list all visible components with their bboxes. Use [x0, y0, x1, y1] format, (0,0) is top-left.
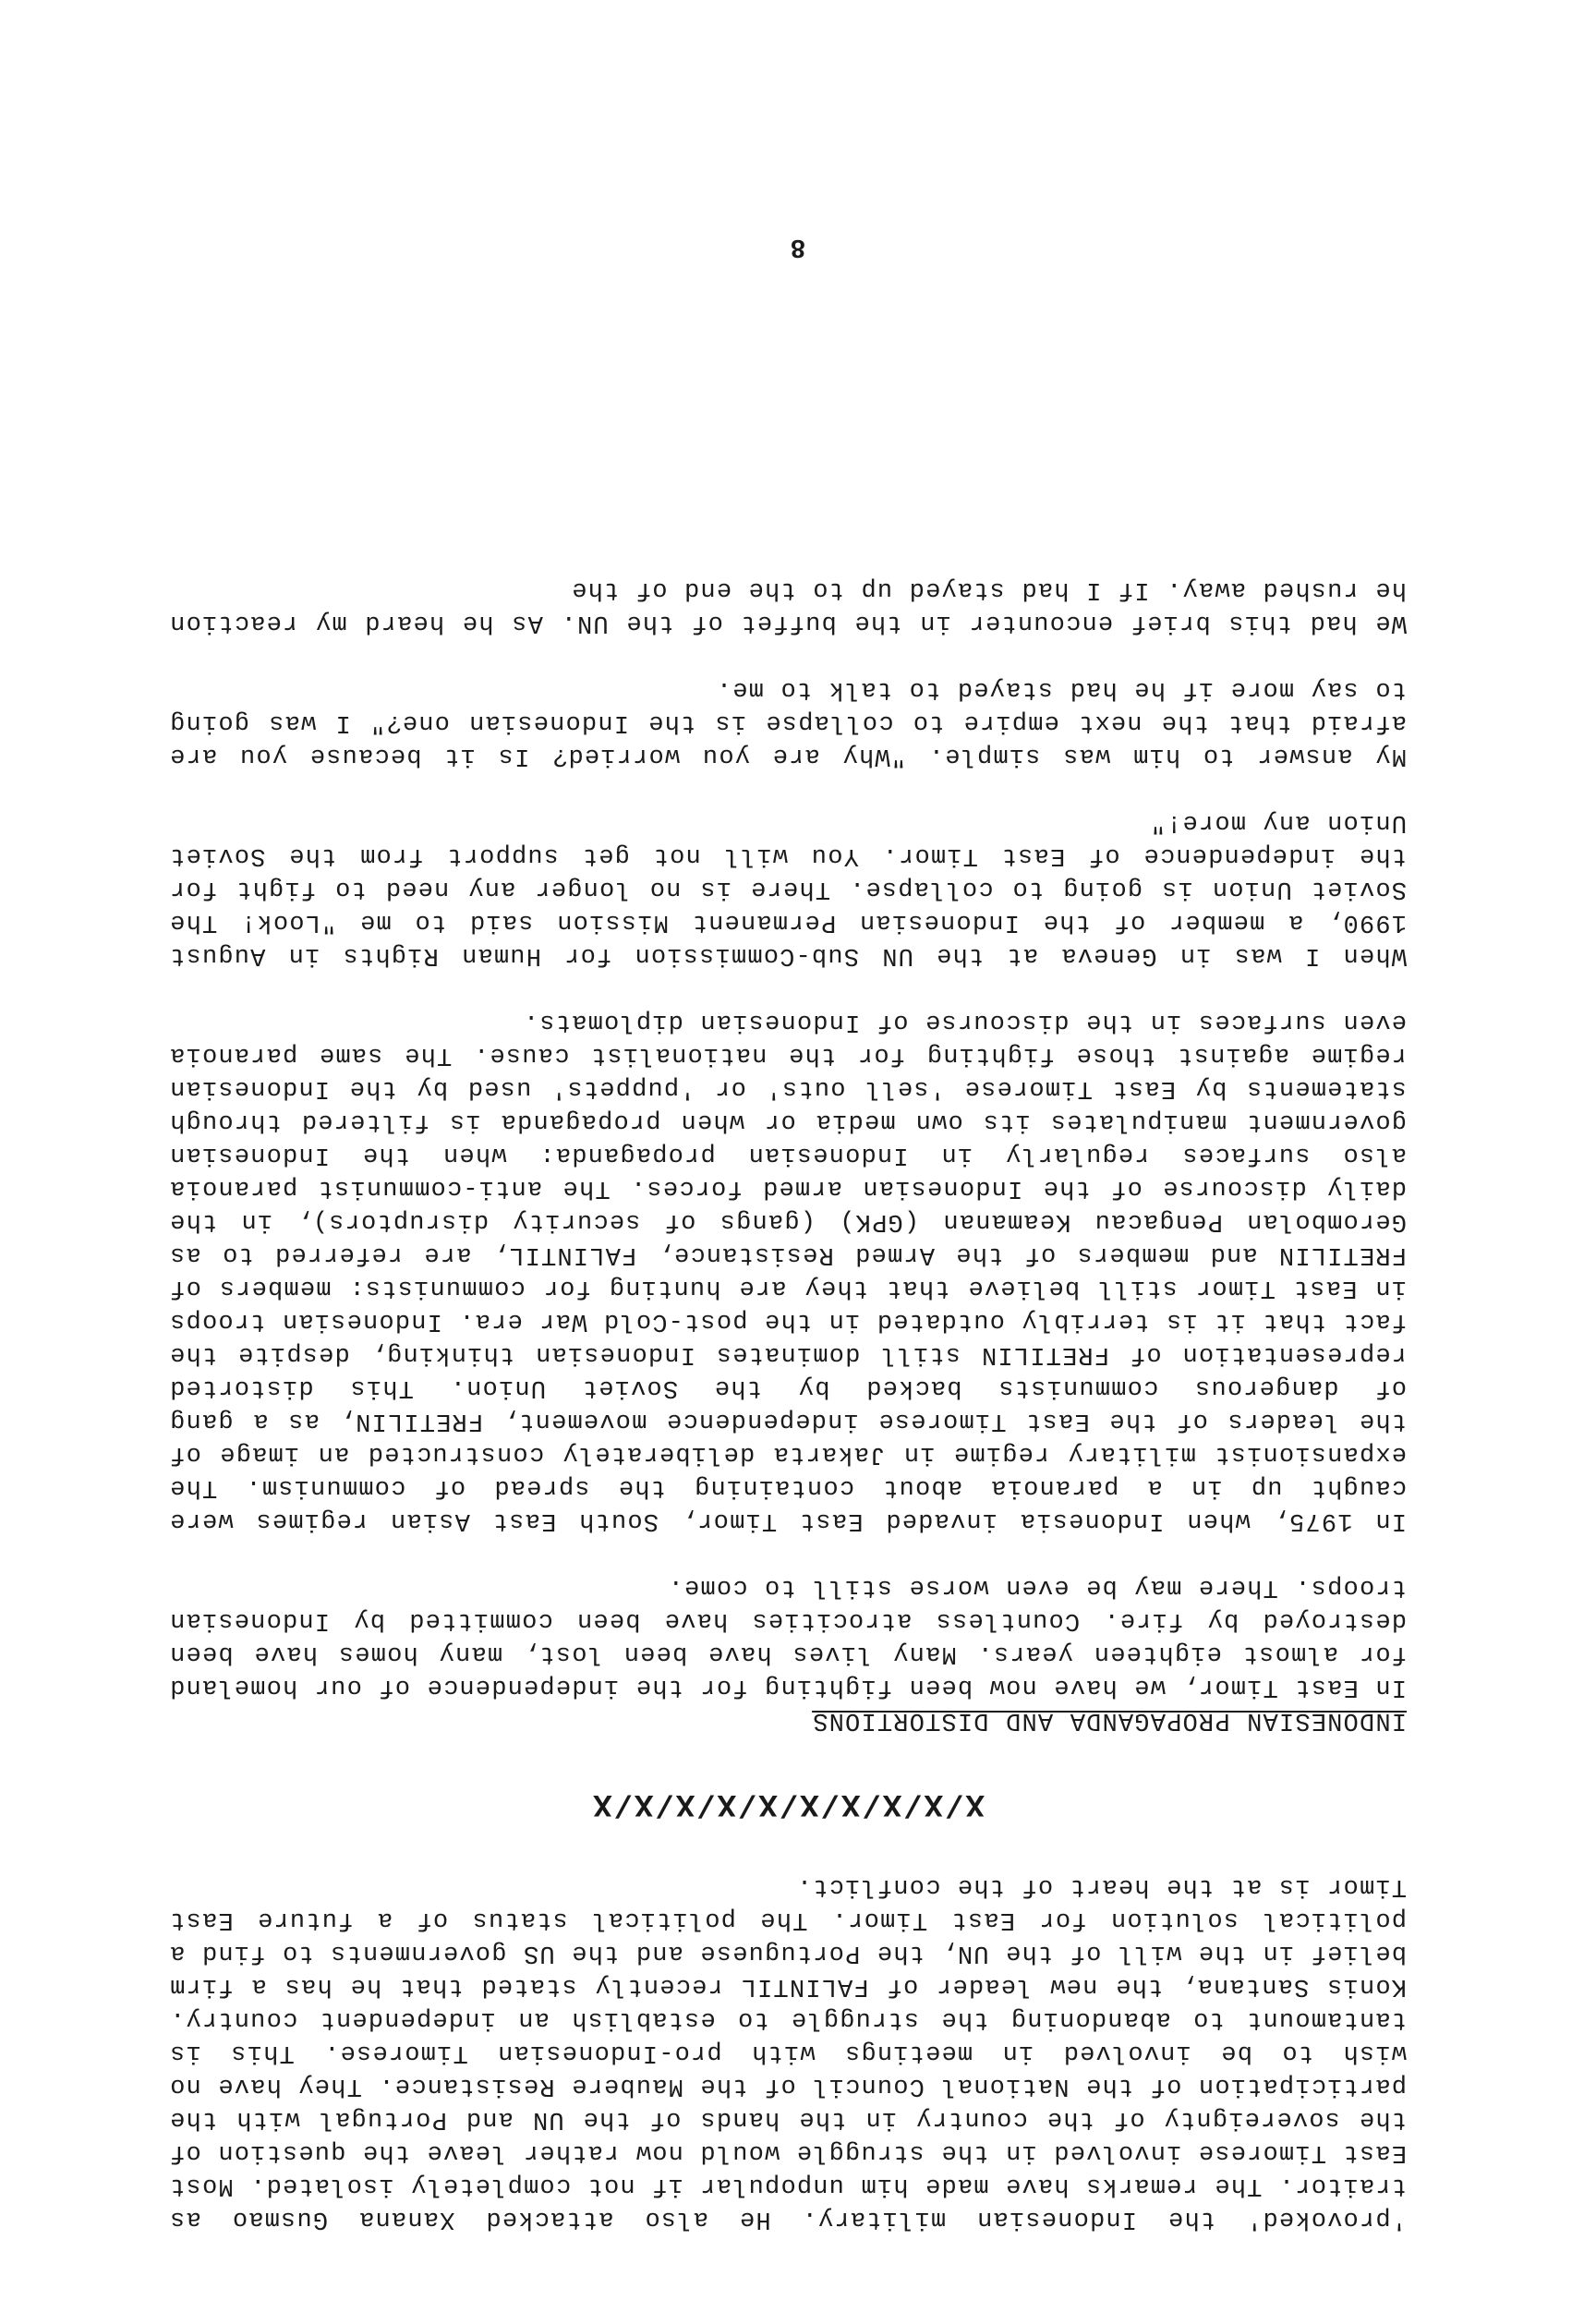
paragraph-1975-invasion: In 1975, when Indonesia invaded East Timor, South East Asian regimes were caught up in a paranoia about containing the spread of communism. The expansionist military regime in Jakarta deliberately constructed an image of the leaders of the East Timorese independence movement, FRETILIN, as a gang of dangerous communists backed by the Soviet Union. This distorted representation of FRETILIN still dominates Indonesian thinking, despite the fact that it is terribly outdated in the post-Cold War era. Indonesian troops in East Timor still believe that they are hunting for communists: members of FRETILIN and members of the Armed Resistance, FALINTIL, are referred to as Gerombolan Pengacau Keamanan (GPK) (gangs of security disruptors), in the daily discourse of the Indonesian armed forces. The anti-communist paranoia also surfaces regularly in Indonesian propaganda: when the Indonesian government manipulates its own media or when propaganda is filtered through statements by East Timorese 'sell outs' or 'puppets' used by the Indonesian regime against those fighting for the nationalist cause. The same paranoia even surfaces in the discourse of Indonesian diplomats.: [168, 1008, 1407, 1534]
paragraph-homeland: In East Timor, we have now been fighting for the independence of our homeland for almost eighteen years. Many lives have been lost, many homes have been destroyed by fire. Countless atrocities have been committed by Indonesian troops. There may be even worse still to come.: [168, 1573, 1407, 1701]
document-body: [169, 573, 1407, 2235]
paragraph-geneva: When I was in Geneva at the UN Sub-Commission for Human Rights in August 1990, a member of the Indonesian Permanent Mission said to me "Look! The Soviet Union is going to collapse. There is no longer any need to fight for the independence of East Timor. You will not get support from the Soviet Union any more!": [169, 808, 1407, 969]
intro-paragraph: 'provoked' the Indonesian military. He also attacked Xanana Gusmao as traitor. The remarks have made him unpopular if not completely isolated. Most East Timorese involved in the struggle would now rather leave the question of the sovereignty of the country in the hands of the UN and Portugal with the participation of the National Council of the Maubere Resistance. They have no wish to be involved in meetings with pro-Indonesian Timorese. This is tantamount to abandoning the struggle to establish an independent country. Konis Santana, the new leader of FALINTIL recently stated that he has a firm belief in the will of the UN, the Portuguese and the US governments to find a political solution for East Timor. The political status of a future East Timor is at the heart of the conflict.: [168, 1872, 1407, 2233]
paragraph-answer: My answer to him was simple. "Why are you worried? Is it because you are afraid that the next empire to collapse is the Indonesian one?" I was going to say more if he had stayed to talk to me.: [169, 675, 1407, 769]
section-heading: INDONESIAN PROPAGANDA AND DISTORTIONS: [812, 1706, 1407, 1734]
page-number: 8: [791, 235, 805, 263]
paragraph-buffet: We had this brief encounter in the buffet of the UN. As he heard my reaction he rushed away. If I had stayed up to the end of the: [169, 575, 1407, 636]
section-separator: X/X/X/X/X/X/X/X/X/X: [591, 1786, 985, 1821]
